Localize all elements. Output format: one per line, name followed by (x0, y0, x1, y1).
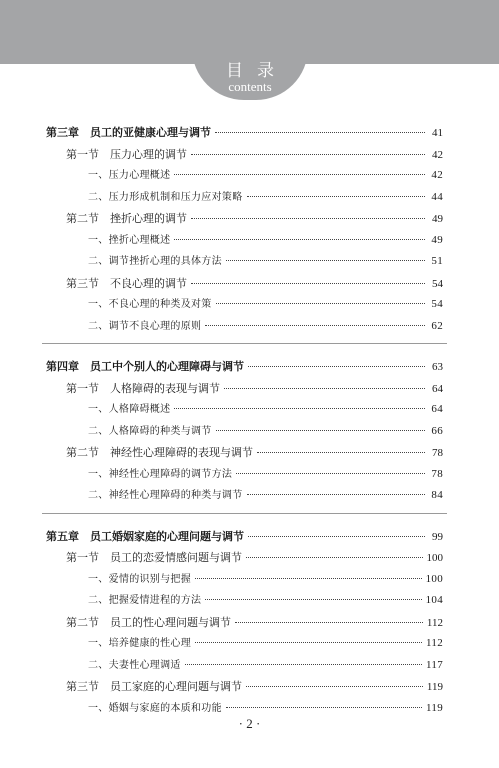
toc-subsection[interactable] (46, 655, 443, 677)
toc-section-page: 119 (426, 681, 443, 693)
dot-leader (185, 664, 422, 665)
toc-section-title: 第一节 压力心理的调节 (66, 147, 187, 161)
toc-subsection-title: 二、把握爱情进程的方法 (88, 595, 202, 606)
toc-subsection-title: 一、人格障碍概述 (88, 404, 171, 415)
dot-leader (191, 283, 425, 284)
toc-subsection-title: 一、婚姻与家庭的本质和功能 (88, 702, 222, 714)
toc-subsection[interactable] (46, 633, 443, 655)
dot-leader (215, 132, 425, 133)
toc-chapter[interactable] (46, 526, 443, 548)
toc-section-title: 第二节 员工的性心理问题与调节 (66, 615, 231, 629)
dot-leader (224, 388, 425, 389)
toc-subsection-page: 42 (431, 169, 443, 181)
dot-leader (247, 196, 426, 197)
toc-section[interactable] (46, 273, 443, 295)
toc-subsection-title: 一、不良心理的种类及对策 (88, 299, 212, 310)
toc-subsection-page: 66 (431, 424, 443, 437)
toc-section[interactable] (46, 208, 443, 230)
toc-subsection[interactable] (46, 187, 443, 209)
toc-subsection-title: 一、压力心理概述 (88, 170, 171, 181)
dot-leader (205, 325, 425, 326)
toc-section-page: 64 (432, 382, 443, 395)
toc-subsection-page: 84 (431, 489, 443, 501)
toc-subsection-page: 51 (431, 255, 443, 267)
toc-section[interactable] (46, 144, 443, 166)
toc-chapter-title: 第三章 员工的亚健康心理与调节 (46, 126, 211, 139)
toc-chapter[interactable] (46, 122, 443, 144)
toc-subsection-title: 二、压力形成机制和压力应对策略 (88, 191, 243, 203)
toc-subsection-title: 一、培养健康的性心理 (88, 638, 191, 649)
toc-subsection-page: 62 (431, 319, 443, 332)
dot-leader (246, 557, 423, 558)
toc-subsection-page: 119 (426, 701, 443, 714)
toc-section-title: 第一节 员工的恋爱情感问题与调节 (66, 551, 242, 564)
dot-leader (174, 239, 425, 240)
toc-section-page: 112 (426, 616, 443, 629)
toc-section-page: 100 (426, 552, 443, 564)
toc-subsection[interactable] (46, 569, 443, 591)
dot-leader (191, 154, 425, 155)
toc-section-page: 42 (432, 148, 443, 161)
toc-subsection-title: 二、夫妻性心理调适 (88, 659, 181, 671)
table-of-contents (46, 122, 443, 719)
toc-section-title: 第三节 不良心理的调节 (66, 276, 187, 290)
contents-subtitle: contents (228, 79, 272, 94)
toc-chapter-page: 63 (432, 361, 443, 373)
dot-leader (257, 452, 425, 453)
toc-subsection[interactable] (46, 165, 443, 187)
toc-section-page: 78 (432, 447, 443, 459)
dot-leader (226, 707, 422, 708)
toc-subsection[interactable] (46, 399, 443, 421)
toc-subsection[interactable] (46, 485, 443, 507)
toc-section-title: 第二节 神经性心理障碍的表现与调节 (66, 446, 253, 459)
dot-leader (195, 578, 422, 579)
toc-chapter-page: 99 (432, 530, 443, 543)
toc-subsection-title: 一、爱情的识别与把握 (88, 573, 191, 585)
toc-section[interactable] (46, 547, 443, 569)
toc-subsection-title: 二、调节不良心理的原则 (88, 320, 202, 332)
toc-subsection-page: 49 (431, 233, 443, 246)
toc-subsection-page: 112 (426, 637, 443, 649)
page-number: · 2 · (238, 716, 261, 731)
toc-subsection-title: 二、神经性心理障碍的种类与调节 (88, 490, 243, 501)
dot-leader (235, 622, 423, 623)
toc-section-page: 54 (432, 277, 443, 290)
dot-leader (246, 686, 423, 687)
contents-title-tab (192, 48, 308, 100)
toc-subsection[interactable] (46, 294, 443, 316)
chapter-divider (42, 513, 447, 514)
dot-leader (195, 642, 422, 643)
toc-subsection[interactable] (46, 421, 443, 443)
dot-leader (216, 430, 425, 431)
toc-subsection-title: 二、调节挫折心理的具体方法 (88, 256, 222, 267)
toc-chapter-title: 第五章 员工婚姻家庭的心理问题与调节 (46, 529, 244, 543)
toc-chapter-page: 41 (432, 127, 443, 139)
toc-subsection-page: 44 (431, 190, 443, 203)
toc-section-title: 第二节 挫折心理的调节 (66, 212, 187, 225)
toc-subsection-title: 一、挫折心理概述 (88, 234, 171, 246)
toc-chapter[interactable] (46, 356, 443, 378)
chapter-divider (42, 343, 447, 344)
toc-subsection[interactable] (46, 464, 443, 486)
toc-section-page: 49 (432, 213, 443, 225)
toc-subsection[interactable] (46, 316, 443, 338)
dot-leader (174, 174, 425, 175)
dot-leader (191, 218, 425, 219)
toc-chapter-title: 第四章 员工中个别人的心理障碍与调节 (46, 360, 244, 373)
toc-subsection-page: 100 (425, 572, 443, 585)
toc-subsection-page: 64 (431, 403, 443, 415)
dot-leader (248, 536, 425, 537)
dot-leader (174, 408, 425, 409)
dot-leader (216, 303, 425, 304)
toc-section[interactable] (46, 442, 443, 464)
dot-leader (247, 494, 426, 495)
toc-subsection-title: 二、人格障碍的种类与调节 (88, 425, 212, 437)
toc-subsection-page: 104 (425, 594, 443, 606)
toc-section-title: 第一节 人格障碍的表现与调节 (66, 381, 220, 395)
toc-section[interactable] (46, 676, 443, 698)
dot-leader (248, 366, 425, 367)
toc-subsection-page: 54 (431, 298, 443, 310)
toc-section[interactable] (46, 612, 443, 634)
toc-subsection[interactable] (46, 230, 443, 252)
toc-section[interactable] (46, 378, 443, 400)
toc-section-title: 第三节 员工家庭的心理问题与调节 (66, 680, 242, 693)
dot-leader (236, 473, 425, 474)
dot-leader (226, 260, 425, 261)
toc-subsection-title: 一、神经性心理障碍的调节方法 (88, 468, 233, 480)
toc-subsection[interactable] (46, 251, 443, 273)
dot-leader (205, 599, 421, 600)
toc-subsection-page: 78 (431, 467, 443, 480)
toc-subsection[interactable] (46, 590, 443, 612)
toc-subsection-page: 117 (426, 658, 443, 671)
contents-title: 目录 (226, 61, 288, 81)
